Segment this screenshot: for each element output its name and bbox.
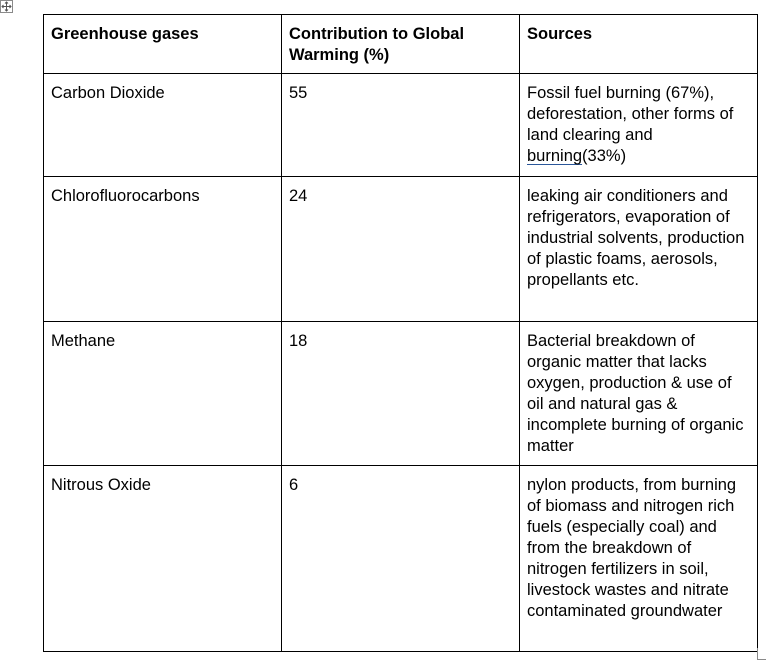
greenhouse-gases-table xyxy=(43,14,758,652)
cell-contribution[interactable]: 24 xyxy=(282,177,520,322)
table-row xyxy=(44,466,758,652)
table-row xyxy=(44,322,758,466)
flagged-word: burning xyxy=(527,147,583,165)
table-resize-handle[interactable] xyxy=(757,648,766,660)
header-sources[interactable]: Sources xyxy=(520,15,758,74)
cell-gas[interactable]: Nitrous Oxide xyxy=(44,466,282,652)
cell-gas[interactable]: Carbon Dioxide xyxy=(44,74,282,177)
cell-contribution[interactable]: 6 xyxy=(282,466,520,652)
table-row xyxy=(44,74,758,177)
table-move-handle[interactable] xyxy=(0,0,13,13)
sources-text-tail: (33%) xyxy=(582,147,627,165)
cell-contribution[interactable]: 55 xyxy=(282,74,520,177)
move-arrows-icon xyxy=(1,1,12,12)
sources-text: Fossil fuel burning (67%), deforestation, other forms of land clearing and xyxy=(527,84,734,144)
cell-contribution[interactable]: 18 xyxy=(282,322,520,466)
cell-gas[interactable]: Methane xyxy=(44,322,282,466)
cell-sources[interactable]: Bacterial breakdown of organic matter that lacks oxygen, production & use of oil and natural gas & incomplete burning of organic matter xyxy=(520,322,758,466)
header-greenhouse-gases[interactable]: Greenhouse gases xyxy=(44,15,282,74)
cell-sources[interactable]: nylon products, from burning of biomass and nitrogen rich fuels (especially coal) and from the breakdown of nitrogen fertilizers in soil, livestock wastes and nitrate contaminated groundwater xyxy=(520,466,758,652)
table-row xyxy=(44,177,758,322)
cell-sources[interactable] xyxy=(520,74,758,177)
header-contribution[interactable]: Contribution to Global Warming (%) xyxy=(282,15,520,74)
table-header-row xyxy=(44,15,758,74)
cell-sources[interactable]: leaking air conditioners and refrigerators, evaporation of industrial solvents, production of plastic foams, aerosols, propellants etc. xyxy=(520,177,758,322)
cell-gas[interactable]: Chlorofluorocarbons xyxy=(44,177,282,322)
